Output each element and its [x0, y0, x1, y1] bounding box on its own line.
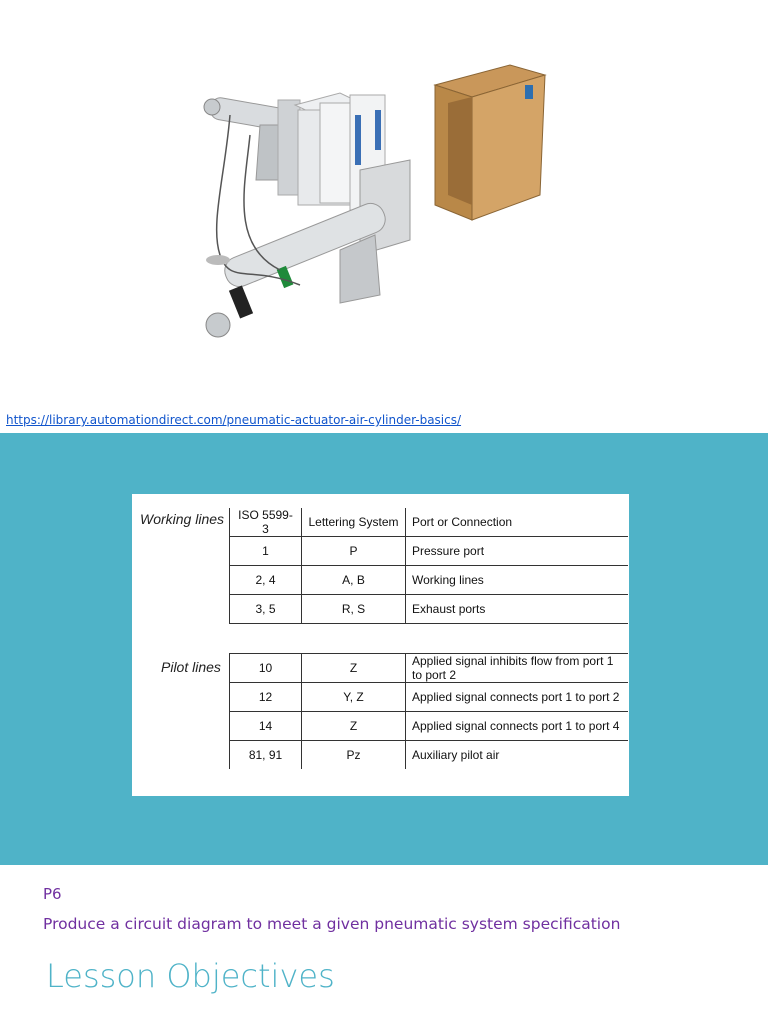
cell-port: Auxiliary pilot air [412, 748, 500, 762]
cell-lettering: Pz [302, 741, 406, 770]
cell-port: Working lines [406, 566, 629, 595]
cell-lettering: Z [302, 712, 406, 741]
upper-cylinder [204, 96, 300, 195]
cell-iso: 14 [230, 712, 302, 741]
table-row [230, 683, 629, 712]
cell-lettering: A, B [302, 566, 406, 595]
working-lines-table [229, 508, 628, 624]
table-row [230, 537, 629, 566]
cell-port: Pressure port [406, 537, 629, 566]
tube-fitting [206, 255, 230, 265]
cell-iso: 3, 5 [230, 595, 302, 624]
objective-code: P6 [43, 885, 62, 903]
cell-lettering: Z [302, 654, 406, 683]
iso-port-table-card [132, 494, 629, 796]
section-title: Lesson Objectives [46, 957, 335, 995]
header-iso: ISO 5599-3 [230, 508, 302, 537]
cell-lettering: R, S [302, 595, 406, 624]
header-port: Port or Connection [406, 508, 629, 537]
cell-iso: 81, 91 [230, 741, 302, 770]
cell-lettering: P [302, 537, 406, 566]
cell-iso: 2, 4 [230, 566, 302, 595]
header-lettering: Lettering System [302, 508, 406, 537]
pilot-lines-table [229, 653, 628, 769]
working-lines-label: Working lines [140, 511, 225, 527]
pilot-lines-label: Pilot lines [161, 659, 221, 675]
lower-cylinder [206, 199, 389, 337]
table-row [230, 566, 629, 595]
table-row [230, 712, 629, 741]
table-row [230, 654, 629, 683]
cell-port: Applied signal connects port 1 to port 4 [406, 712, 629, 741]
table-header-row [230, 508, 629, 537]
table-row [230, 741, 629, 770]
cell-iso: 10 [230, 654, 302, 683]
pneumatic-cylinder-illustration [190, 55, 560, 355]
cell-iso: 1 [230, 537, 302, 566]
cardboard-box [435, 65, 545, 220]
cell-port: Applied signal inhibits flow from port 1 to port 2 [406, 654, 629, 683]
cell-lettering: Y, Z [302, 683, 406, 712]
cell-port: Exhaust ports [406, 595, 629, 624]
cell-port: Applied signal connects port 1 to port 2 [406, 683, 629, 712]
cell-iso: 12 [230, 683, 302, 712]
objective-text: Produce a circuit diagram to meet a given pneumatic system specification [43, 915, 621, 933]
source-link[interactable]: https://library.automationdirect.com/pneumatic-actuator-air-cylinder-basics/ [6, 413, 462, 427]
table-row [230, 595, 629, 624]
